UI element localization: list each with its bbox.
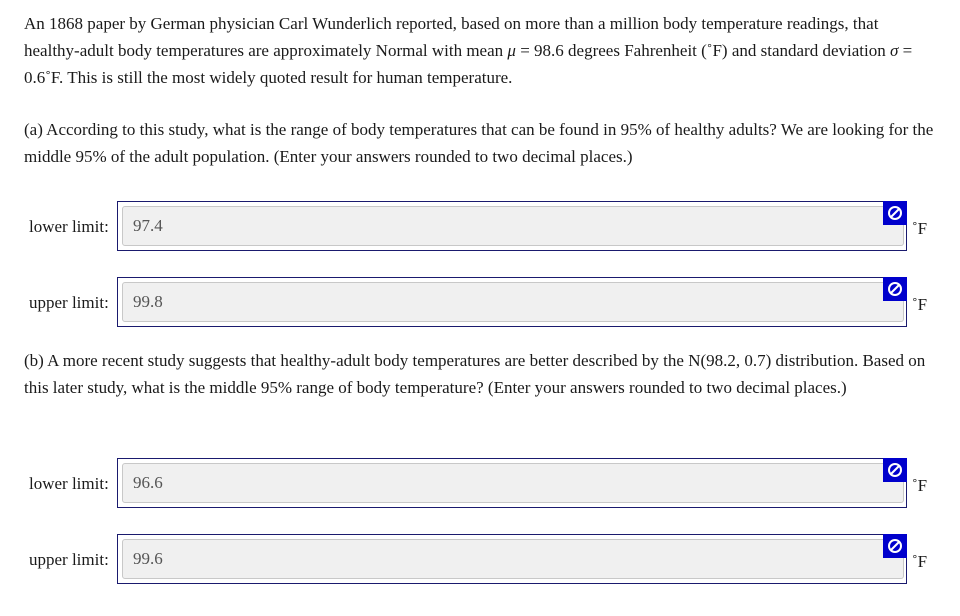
- part-b-lower-label: lower limit:: [29, 474, 109, 493]
- part-b-upper-row: [0, 534, 960, 586]
- part-a-lower-row: [0, 201, 960, 253]
- part-a-upper-unit: ˚F: [912, 295, 928, 314]
- part-a-question: (a) According to this study, what is the range of body temperatures that can be found in 95% of healthy adults? We are looking for the middle 95% of the adult population. (Enter your answers rounded to two decimal places.): [24, 120, 934, 166]
- incorrect-icon: [883, 277, 907, 301]
- part-b-upper-label: upper limit:: [29, 550, 109, 569]
- intro-paragraph: [24, 10, 936, 91]
- part-b-lower-row: [0, 458, 960, 510]
- part-b-question: (b) A more recent study suggests that healthy-adult body temperatures are better described by the N(98.2, 0.7) distribution. Based on this later study, what is the middle 95% range of body temperature? (Enter your answers rounded to two decimal places.): [24, 351, 926, 397]
- intro-text-2: = 98.6 degrees Fahrenheit (˚F) and standard deviation: [515, 41, 890, 60]
- intro-text-3: = 0.6˚F. This is still the most widely quoted result for human temperature.: [24, 41, 913, 87]
- incorrect-icon: [883, 458, 907, 482]
- part-a-lower-label: lower limit:: [29, 217, 109, 236]
- part-a-upper-box: [117, 277, 907, 327]
- part-b-upper-unit: ˚F: [912, 552, 928, 571]
- mu-symbol: μ: [507, 41, 516, 60]
- part-b-lower-input[interactable]: [122, 463, 904, 503]
- part-b-lower-box: [117, 458, 907, 508]
- part-a-lower-box: [117, 201, 907, 251]
- incorrect-icon: [883, 201, 907, 225]
- part-b-lower-unit: ˚F: [912, 476, 928, 495]
- part-a-lower-input[interactable]: [122, 206, 904, 246]
- part-a-upper-input[interactable]: [122, 282, 904, 322]
- part-a-upper-row: [0, 277, 960, 329]
- part-a-upper-label: upper limit:: [29, 293, 109, 312]
- intro-text-1: An 1868 paper by German physician Carl Wunderlich reported, based on more than a million body temperature readings, that healthy-adult body temperatures are approximately Normal with mean: [24, 14, 879, 60]
- part-b-upper-input[interactable]: [122, 539, 904, 579]
- incorrect-icon: [883, 534, 907, 558]
- sigma-symbol: σ: [889, 41, 899, 60]
- part-a-lower-unit: ˚F: [912, 219, 928, 238]
- part-b-upper-box: [117, 534, 907, 584]
